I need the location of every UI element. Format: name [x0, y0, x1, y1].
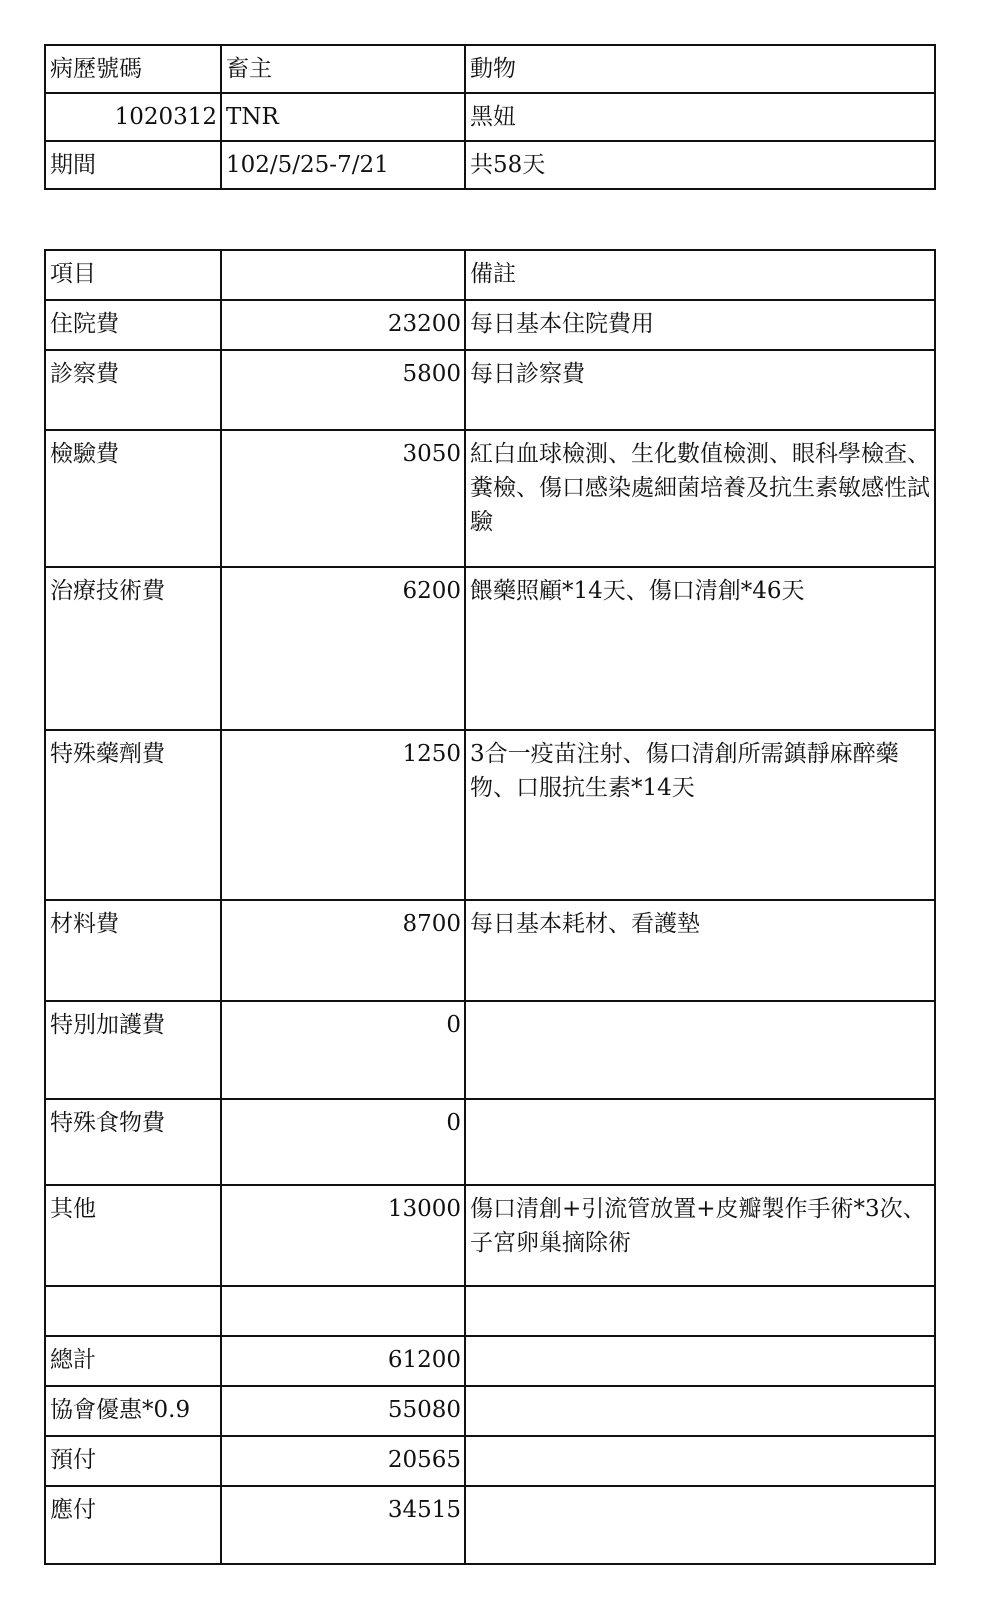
- summary-item: 預付: [45, 1436, 221, 1486]
- fee-item: 材料費: [45, 900, 221, 1001]
- fee-amount: 0: [221, 1001, 465, 1099]
- summary-row: [45, 1436, 935, 1486]
- fee-amount: 8700: [221, 900, 465, 1001]
- fee-note: 每日基本住院費用: [465, 300, 935, 350]
- fee-item: 檢驗費: [45, 430, 221, 567]
- fee-row: [45, 350, 935, 430]
- summary-row: [45, 1386, 935, 1436]
- summary-note: [465, 1336, 935, 1386]
- period-label: 期間: [45, 141, 221, 189]
- fee-item: 其他: [45, 1185, 221, 1286]
- fee-row: [45, 430, 935, 567]
- fee-note: 每日診察費: [465, 350, 935, 430]
- fee-item: 診察費: [45, 350, 221, 430]
- days-value: 共58天: [465, 141, 935, 189]
- animal-label: 動物: [465, 45, 935, 93]
- summary-item: 總計: [45, 1336, 221, 1386]
- owner-label: 畜主: [221, 45, 465, 93]
- record-info-table: [44, 44, 936, 190]
- summary-amount: 20565: [221, 1436, 465, 1486]
- fee-header-row: [45, 250, 935, 300]
- owner-value: TNR: [221, 93, 465, 141]
- empty-cell: [45, 1286, 221, 1336]
- period-value: 102/5/25-7/21: [221, 141, 465, 189]
- summary-amount: 61200: [221, 1336, 465, 1386]
- summary-item: 協會優惠*0.9: [45, 1386, 221, 1436]
- fee-item: 住院費: [45, 300, 221, 350]
- record-header-row: [45, 45, 935, 93]
- fee-note: [465, 1099, 935, 1185]
- empty-row: [45, 1286, 935, 1336]
- summary-note: [465, 1486, 935, 1564]
- summary-amount: 55080: [221, 1386, 465, 1436]
- fee-row: [45, 730, 935, 900]
- col-note-header: 備註: [465, 250, 935, 300]
- empty-cell: [221, 1286, 465, 1336]
- summary-amount: 34515: [221, 1486, 465, 1564]
- fee-item: 特殊藥劑費: [45, 730, 221, 900]
- summary-item: 應付: [45, 1486, 221, 1564]
- fee-amount: 3050: [221, 430, 465, 567]
- fee-amount: 23200: [221, 300, 465, 350]
- fee-item: 特別加護費: [45, 1001, 221, 1099]
- fee-amount: 1250: [221, 730, 465, 900]
- record-no-label: 病歷號碼: [45, 45, 221, 93]
- fee-row: [45, 300, 935, 350]
- fee-amount: 13000: [221, 1185, 465, 1286]
- fee-note: 傷口清創+引流管放置+皮瓣製作手術*3次、子宮卵巢摘除術: [465, 1185, 935, 1286]
- summary-row: [45, 1486, 935, 1564]
- fee-note: [465, 1001, 935, 1099]
- summary-note: [465, 1436, 935, 1486]
- empty-cell: [465, 1286, 935, 1336]
- fee-row: [45, 1001, 935, 1099]
- fee-amount: 5800: [221, 350, 465, 430]
- fee-row: [45, 900, 935, 1001]
- record-no-value: 1020312: [45, 93, 221, 141]
- fee-row: [45, 567, 935, 730]
- fee-row: [45, 1185, 935, 1286]
- fee-item: 特殊食物費: [45, 1099, 221, 1185]
- fee-note: 紅白血球檢測、生化數值檢測、眼科學檢查、糞檢、傷口感染處細菌培養及抗生素敏感性試驗: [465, 430, 935, 567]
- fee-note: 餵藥照顧*14天、傷口清創*46天: [465, 567, 935, 730]
- summary-note: [465, 1386, 935, 1436]
- col-item-header: 項目: [45, 250, 221, 300]
- col-amount-header: [221, 250, 465, 300]
- fee-note: 每日基本耗材、看護墊: [465, 900, 935, 1001]
- fee-row: [45, 1099, 935, 1185]
- fee-amount: 0: [221, 1099, 465, 1185]
- animal-value: 黑妞: [465, 93, 935, 141]
- summary-row: [45, 1336, 935, 1386]
- fee-table: [44, 249, 936, 1565]
- fee-item: 治療技術費: [45, 567, 221, 730]
- fee-note: 3合一疫苗注射、傷口清創所需鎮靜麻醉藥物、口服抗生素*14天: [465, 730, 935, 900]
- fee-amount: 6200: [221, 567, 465, 730]
- record-value-row: [45, 93, 935, 141]
- period-row: [45, 141, 935, 189]
